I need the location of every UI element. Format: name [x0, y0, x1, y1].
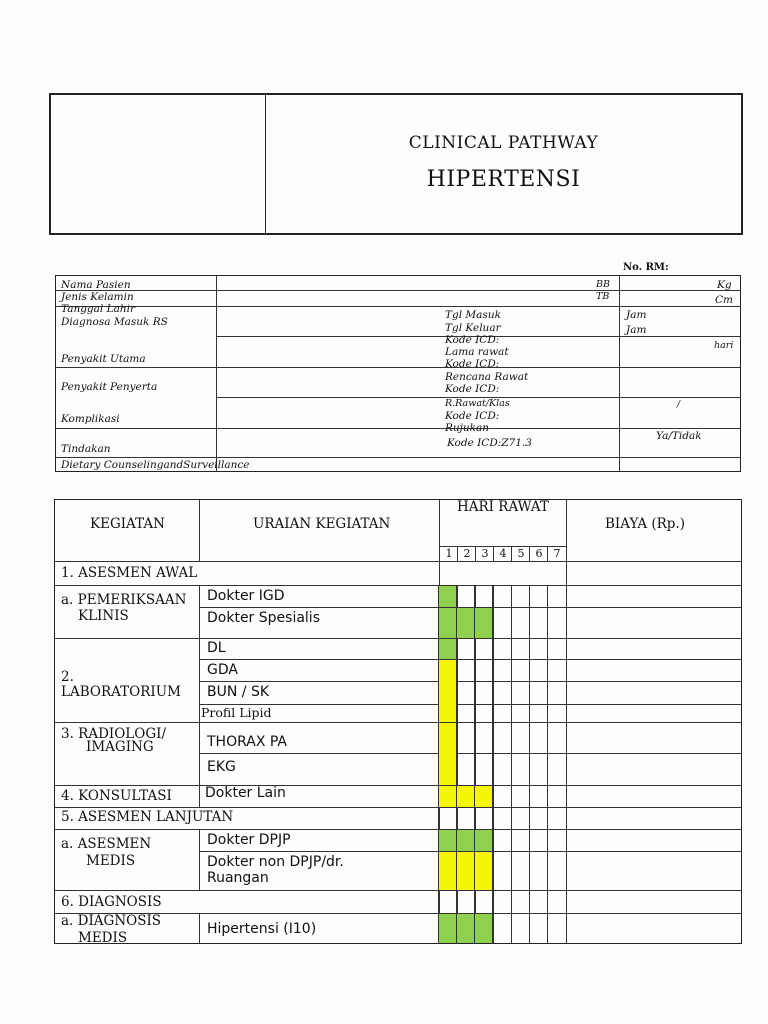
- item-dokter-dpjp: Dokter DPJP: [207, 832, 291, 848]
- item-dokter-non-dpjp-1: Dokter non DPJP/dr.: [207, 854, 344, 870]
- day-cell-spesialis-3: [475, 608, 493, 638]
- item-dl: DL: [207, 640, 226, 656]
- label-hari: hari: [714, 340, 734, 351]
- label-kode-icd-z71: Kode ICD:Z71.3: [447, 437, 532, 449]
- day-cell-nondpjp-1: [439, 852, 457, 890]
- label-jenis-kelamin: Jenis Kelamin: [61, 291, 134, 303]
- section-radiologi-2: IMAGING: [86, 739, 154, 755]
- day-cell-konsultasi-2: [457, 786, 475, 807]
- day-cell-konsultasi-3: [475, 786, 493, 807]
- label-nama-pasien: Nama Pasien: [61, 279, 131, 291]
- label-ya-tidak: Ya/Tidak: [656, 430, 702, 442]
- item-dokter-igd: Dokter IGD: [207, 588, 285, 604]
- item-bun-sk: BUN / SK: [207, 684, 270, 700]
- document-subtitle: HIPERTENSI: [426, 167, 581, 192]
- label-rujukan: Rujukan: [445, 422, 490, 434]
- day-cell-dpjp-3: [475, 830, 493, 851]
- label-kode-icd-3: Kode ICD:: [445, 383, 500, 395]
- label-jam-1: Jam: [626, 309, 647, 321]
- header-kegiatan: KEGIATAN: [90, 516, 165, 532]
- item-dokter-non-dpjp-2: Ruangan: [207, 870, 269, 886]
- item-ekg: EKG: [207, 759, 236, 775]
- day-cell-hipertensi-3: [475, 914, 493, 943]
- header-hari-rawat: HARI RAWAT: [457, 499, 549, 515]
- item-profil-lipid: Profil Lipid: [201, 705, 272, 720]
- section-diagnosis-medis-2: MEDIS: [78, 930, 128, 946]
- section-pemeriksaan-klinis-2: KLINIS: [78, 608, 129, 624]
- label-kode-icd-1: Kode ICD:: [445, 334, 500, 346]
- patient-info-box: [55, 275, 741, 472]
- label-tb: TB: [596, 291, 610, 302]
- label-cm: Cm: [715, 294, 733, 306]
- section-asesmen-awal: 1. ASESMEN AWAL: [61, 565, 198, 581]
- document-title: CLINICAL PATHWAY: [408, 133, 599, 153]
- label-tanggal-lahir: Tanggal Lahir: [61, 303, 135, 315]
- day-number-7: 7: [553, 547, 561, 560]
- label-slash: /: [677, 400, 681, 410]
- section-radiologi-1: 3. RADIOLOGI/: [61, 726, 167, 742]
- day-cell-nondpjp-2: [457, 852, 475, 890]
- logo-cell: [51, 95, 266, 233]
- day-cell-radiologi-1: [439, 723, 457, 785]
- header-uraian-kegiatan: URAIAN KEGIATAN: [253, 516, 391, 532]
- label-r-rawat-klas: R.Rawat/Klas: [445, 398, 510, 409]
- item-hipertensi: Hipertensi (I10): [207, 921, 317, 937]
- day-cell-hipertensi-2: [457, 914, 475, 943]
- label-lama-rawat: Lama rawat: [445, 346, 509, 358]
- day-cell-spesialis-2: [457, 608, 475, 638]
- day-cell-dpjp-1: [439, 830, 457, 851]
- label-komplikasi: Komplikasi: [61, 413, 120, 425]
- section-pemeriksaan-klinis-1: a. PEMERIKSAAN: [61, 592, 187, 608]
- section-asesmen-lanjutan: 5. ASESMEN LANJUTAN: [61, 809, 234, 825]
- no-rm-label: No. RM:: [623, 262, 669, 273]
- label-tindakan: Tindakan: [61, 443, 111, 455]
- section-laboratorium-1: 2.: [61, 669, 74, 685]
- label-penyakit-utama: Penyakit Utama: [61, 353, 146, 365]
- day-number-4: 4: [499, 547, 507, 560]
- section-laboratorium-2: LABORATORIUM: [61, 684, 181, 700]
- label-jam-2: Jam: [626, 324, 647, 336]
- label-kode-icd-4: Kode ICD:: [445, 410, 500, 422]
- item-thorax-pa: THORAX PA: [207, 734, 288, 750]
- day-number-5: 5: [517, 547, 525, 560]
- day-cell-dl-1: [439, 639, 457, 659]
- header-box: [49, 93, 743, 235]
- label-diagnosa-masuk: Diagnosa Masuk RS: [61, 316, 168, 328]
- section-diagnosis: 6. DIAGNOSIS: [61, 894, 162, 910]
- day-cell-hipertensi-1: [439, 914, 457, 943]
- item-gda: GDA: [207, 662, 238, 678]
- day-number-1: 1: [445, 547, 453, 560]
- day-cell-dpjp-2: [457, 830, 475, 851]
- label-dietary: Dietary CounselingandSurveillance: [61, 459, 250, 471]
- day-cell-nondpjp-3: [475, 852, 493, 890]
- label-tgl-masuk: Tgl Masuk: [445, 309, 501, 321]
- day-cell-konsultasi-1: [439, 786, 457, 807]
- label-kg: Kg: [717, 279, 732, 291]
- day-cell-spesialis-1: [439, 608, 457, 638]
- day-number-3: 3: [481, 547, 489, 560]
- label-penyakit-penyerta: Penyakit Penyerta: [61, 381, 158, 393]
- label-tgl-keluar: Tgl Keluar: [445, 322, 501, 334]
- day-number-2: 2: [463, 547, 471, 560]
- section-asesmen-medis-1: a. ASESMEN: [61, 836, 152, 852]
- label-bb: BB: [596, 279, 610, 290]
- section-konsultasi: 4. KONSULTASI: [61, 788, 172, 804]
- label-rencana-rawat: Rencana Rawat: [445, 371, 529, 383]
- section-diagnosis-medis-1: a. DIAGNOSIS: [61, 913, 162, 929]
- header-biaya: BIAYA (Rp.): [605, 516, 685, 532]
- item-dokter-spesialis: Dokter Spesialis: [207, 610, 320, 626]
- label-kode-icd-2: Kode ICD:: [445, 358, 500, 370]
- item-dokter-lain: Dokter Lain: [205, 785, 286, 801]
- day-number-6: 6: [535, 547, 543, 560]
- day-cell-lab-1: [439, 660, 457, 722]
- day-cell-igd-1: [439, 586, 457, 607]
- section-asesmen-medis-2: MEDIS: [86, 853, 136, 869]
